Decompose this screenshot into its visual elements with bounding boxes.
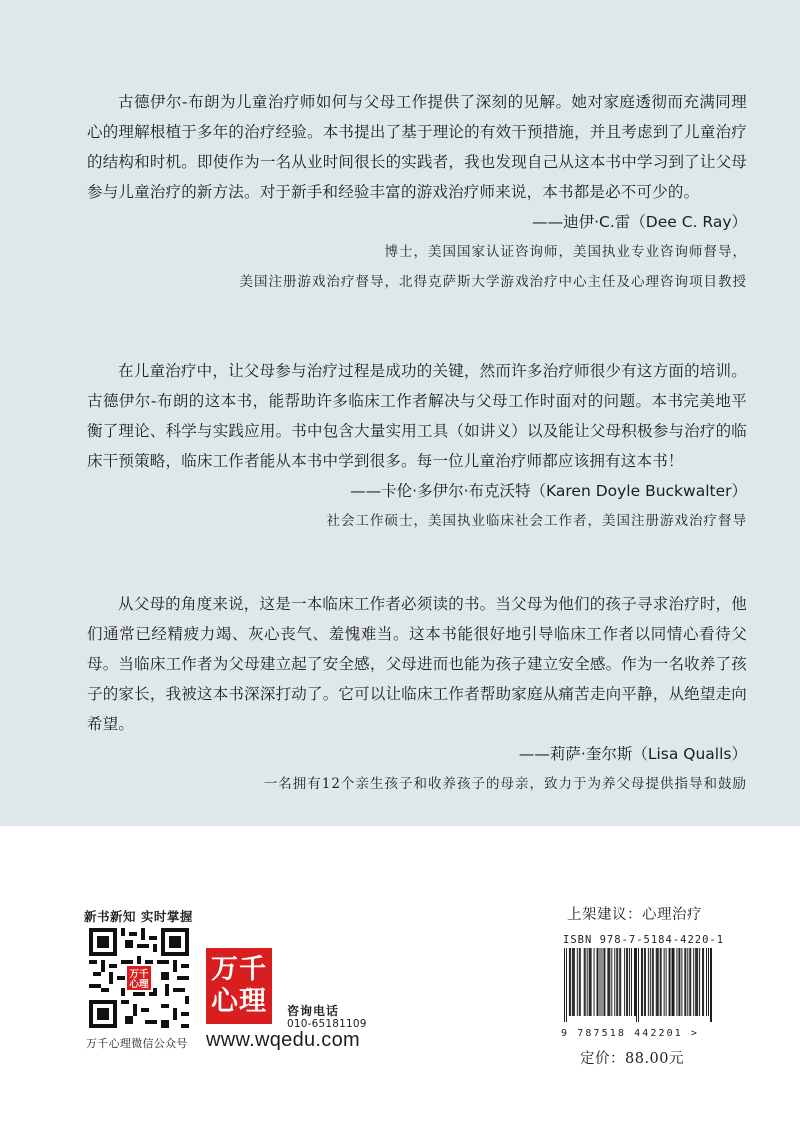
- price-label: 定价：88.00元: [580, 1051, 685, 1067]
- review-author: ——卡伦·多伊尔·布克沃特（Karen Doyle Buckwalter）: [350, 482, 747, 500]
- review-credential: 美国注册游戏治疗督导，北得克萨斯大学游戏治疗中心主任及心理咨询项目教授: [239, 274, 747, 290]
- review-dee-ray: [87, 87, 747, 297]
- svg-text:心理: 心理: [129, 979, 149, 991]
- barcode-digits: 9 787518 442201 >: [561, 1028, 700, 1039]
- qr-caption: 万千心理微信公众号: [86, 1037, 188, 1050]
- phone-number: 010-65181109: [287, 1018, 367, 1030]
- barcode-icon: [564, 948, 712, 1022]
- review-text: 在儿童治疗中，让父母参与治疗过程是成功的关键，然而许多治疗师很少有这方面的培训。古德伊尔-布朗的这本书，能帮助许多临床工作者解决与父母工作时面对的问题。本书完美地平衡了理论、科学与实践应用。书中包含大量实用工具（如讲义）以及能让父母积极参与治疗的临床干预策略，临床工作者能从本书中学到很多。每一位儿童治疗师都应该拥有这本书！: [87, 362, 747, 470]
- review-credential: 一名拥有12个亲生孩子和收养孩子的母亲，致力于为养父母提供指导和鼓励: [263, 776, 747, 792]
- isbn-text: ISBN 978-7-5184-4220-1: [563, 934, 725, 946]
- publisher-logo: [206, 948, 272, 1024]
- review-text: 从父母的角度来说，这是一本临床工作者必须读的书。当父母为他们的孩子寻求治疗时，他们通常已经精疲力竭、灰心丧气、羞愧难当。这本书能很好地引导临床工作者以同情心看待父母。当临床工作者为父母建立起了安全感，父母进而也能为孩子建立安全感。作为一名收养了孩子的家长，我被这本书深深打动了。它可以让临床工作者帮助家庭从痛苦走向平静，从绝望走向希望。: [87, 595, 747, 733]
- qr-title: 新书新知 实时掌握: [84, 909, 193, 924]
- review-lisa-qualls: [87, 589, 747, 799]
- logo-text-bottom: 心理: [211, 986, 267, 1017]
- review-text: 古德伊尔-布朗为儿童治疗师如何与父母工作提供了深刻的见解。她对家庭透彻而充满同理心的理解根植于多年的治疗经验。本书提出了基于理论的有效干预措施，并且考虑到了儿童治疗的结构和时机。即使作为一名从业时间很长的实践者，我也发现自己从这本书中学习到了让父母参与儿童治疗的新方法。对于新手和经验丰富的游戏治疗师来说，本书都是必不可少的。: [87, 93, 747, 201]
- review-author: ——迪伊·C.雷（Dee C. Ray）: [532, 213, 747, 231]
- phone-label: 咨询电话: [287, 1004, 340, 1018]
- qr-code-icon[interactable]: [89, 928, 189, 1028]
- review-credential: 博士，美国国家认证咨询师，美国执业专业咨询师督导，: [384, 244, 747, 260]
- svg-text:万千: 万千: [129, 969, 149, 981]
- review-karen-buckwalter: [87, 356, 747, 536]
- website-link[interactable]: www.wqedu.com: [206, 1029, 360, 1051]
- shelf-suggestion: 上架建议：心理治疗: [567, 907, 702, 923]
- logo-text-top: 万千: [211, 954, 267, 985]
- review-credential: 社会工作硕士，美国执业临床社会工作者，美国注册游戏治疗督导: [326, 513, 747, 529]
- review-author: ——莉萨·奎尔斯（Lisa Qualls）: [518, 745, 747, 763]
